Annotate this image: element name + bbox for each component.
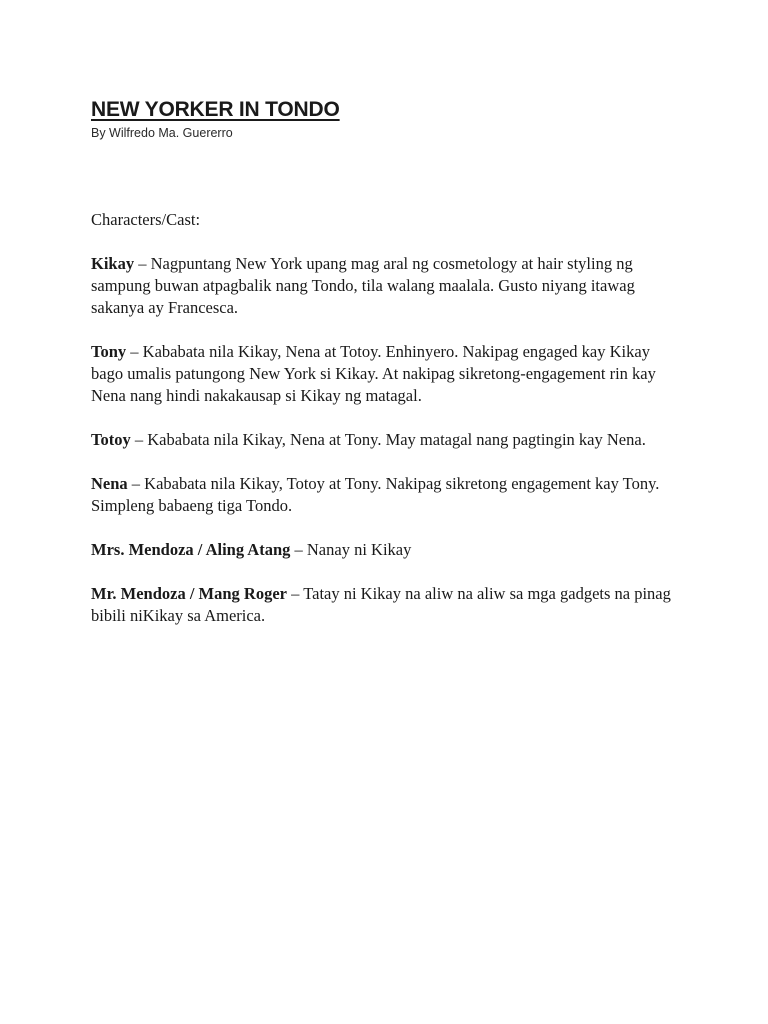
character-separator: –: [134, 254, 151, 273]
character-name: Nena: [91, 474, 128, 493]
character-entry-totoy: [91, 429, 681, 451]
character-description: Tatay ni Kikay na aliw na aliw sa mga gadgets na pinag bibili niKikay sa America.: [91, 584, 671, 625]
character-entry-mrs-mendoza: [91, 539, 681, 561]
character-name: Tony: [91, 342, 127, 361]
character-separator: –: [127, 474, 145, 493]
character-entry-mr-mendoza: [91, 583, 681, 627]
character-separator: –: [286, 584, 304, 603]
character-description: Nanay ni Kikay: [306, 540, 412, 559]
character-separator: –: [130, 430, 148, 449]
character-name: Mr. Mendoza / Mang Roger: [91, 584, 287, 603]
character-name: Kikay: [91, 254, 135, 273]
document-title: NEW YORKER IN TONDO: [91, 98, 340, 121]
character-entry-tony: [91, 341, 681, 407]
character-name: Totoy: [91, 430, 131, 449]
character-separator: –: [290, 540, 307, 559]
character-description: Kababata nila Kikay, Nena at Totoy. Enhinyero. Nakipag engaged kay Kikay bago umalis patungong New York si Kikay. At nakipag sikretong-engagement rin kay Nena nang hindi nakakausap si Kikay ng matagal.: [91, 342, 656, 405]
character-separator: –: [126, 342, 143, 361]
character-entry-nena: [91, 473, 681, 517]
cast-heading: Characters/Cast:: [91, 210, 201, 229]
author-byline: By Wilfredo Ma. Guererro: [91, 126, 233, 140]
character-description: Kababata nila Kikay, Totoy at Tony. Nakipag sikretong engagement kay Tony. Simpleng babaeng tiga Tondo.: [91, 474, 660, 515]
character-description: Kababata nila Kikay, Nena at Tony. May matagal nang pagtingin kay Nena.: [147, 430, 646, 449]
document-body: [91, 96, 681, 627]
character-description: Nagpuntang New York upang mag aral ng cosmetology at hair styling ng sampung buwan atpagbalik nang Tondo, tila walang maalala. Gusto niyang itawag sakanya ay Francesca.: [91, 254, 635, 317]
character-entry-kikay: [91, 253, 681, 319]
character-name: Mrs. Mendoza / Aling Atang: [91, 540, 291, 559]
